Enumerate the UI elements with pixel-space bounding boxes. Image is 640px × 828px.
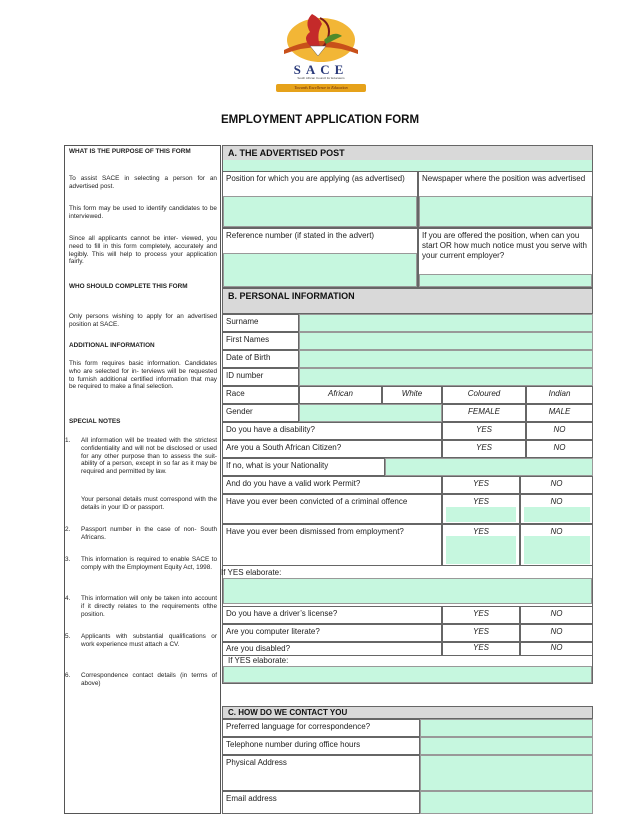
id-label-cell [222, 368, 299, 386]
license-no-text: NO [550, 609, 563, 618]
note-number: 6. [65, 672, 71, 679]
note-text: All information will be treated with the strictest confidentiality and will not be disclosed or used for any other purpose than to assess the suit- ability of a person, except in so far as it may be required and permitted by law. [81, 437, 217, 476]
nationality-label: If no, what is your Nationality [226, 461, 329, 470]
dob-label-cell [222, 350, 299, 368]
surname-input[interactable] [299, 314, 593, 332]
permit-no-text: NO [550, 479, 563, 488]
start-label: If you are offered the position, when can you start OR how much notice must you serve with your current employer? [422, 231, 587, 260]
language-label: Preferred language for correspondence? [226, 722, 371, 731]
first-names-label-cell [222, 332, 299, 350]
race-african-text: African [328, 389, 353, 398]
purpose-text-3: Since all applicants cannot be inter- viewed, you need to fill in this form completely, accurately and legibly. This will help to process your application fairly. [69, 235, 217, 266]
position-label: Position for which you are applying (as advertised) [226, 174, 405, 183]
convicted-cell [222, 494, 442, 524]
race-label-cell [222, 386, 299, 404]
phone-cell [222, 737, 420, 755]
dismissed-label: Have you ever been dismissed from employment? [226, 527, 404, 536]
permit-label: And do you have a valid work Permit? [226, 479, 361, 488]
dismissed-no-text: NO [550, 527, 563, 536]
language-cell [222, 719, 420, 737]
elaborate-2-input[interactable] [223, 666, 592, 683]
permit-yes-text: YES [472, 479, 489, 488]
note-number: 1. [65, 437, 71, 444]
convicted-yes-text: YES [472, 497, 489, 506]
note-number: 4. [65, 595, 71, 602]
additional-text: This form requires basic information. Candidates who are selected for in- terviews will be requested to furnish additional certified information that may be required to make a final selection. [69, 360, 217, 391]
disability-yes-text: YES [475, 425, 492, 434]
elaborate-2-label: If YES elaborate: [228, 656, 289, 665]
logo-name: SACE [293, 62, 349, 77]
race-indian-text: Indian [548, 389, 571, 398]
race-white-text: White [401, 389, 423, 398]
convicted-label: Have you ever been convicted of a criminal offence [226, 497, 408, 506]
email-label: Email address [226, 794, 277, 803]
disability-label: Do you have a disability? [226, 425, 315, 434]
who-heading: WHO SHOULD COMPLETE THIS FORM [69, 283, 188, 290]
purpose-text-2: This form may be used to identify candidates to be interviewed. [69, 205, 217, 220]
note-text: This information will only be taken into account if it directly relates to the requirements ofthe position. [81, 595, 217, 618]
section-c-heading [222, 706, 593, 719]
logo-tagline: Towards Excellence in Education [276, 84, 366, 92]
id-label: ID number [226, 371, 264, 380]
address-label: Physical Address [226, 758, 287, 767]
note-text: This information is required to enable SACE to comply with the Employment Equity Act, 1998. [81, 556, 217, 571]
position-input[interactable] [223, 196, 417, 227]
nationality-input[interactable] [385, 458, 593, 476]
note-text: Correspondence contact details (in terms of above) [81, 672, 217, 687]
phone-input[interactable] [420, 737, 593, 755]
dob-label: Date of Birth [226, 353, 271, 362]
start-input[interactable] [419, 274, 592, 287]
citizen-label: Are you a South African Citizen? [226, 443, 342, 452]
disabled-no-text: NO [550, 643, 563, 652]
who-text: Only persons wishing to apply for an advertised position at SACE. [69, 313, 217, 328]
gender-male-text: MALE [548, 407, 571, 416]
first-names-label: First Names [226, 335, 270, 344]
race-coloured-text: Coloured [467, 389, 501, 398]
note-text: Your personal details must correspond with the details in your ID or passport. [81, 496, 217, 511]
license-label: Do you have a driver’s license? [226, 609, 338, 618]
gender-label: Gender [226, 407, 253, 416]
section-a-fill [223, 160, 592, 171]
phone-label: Telephone number during office hours [226, 740, 361, 749]
gender-label-cell [222, 404, 299, 422]
email-cell [222, 791, 420, 814]
note-text: Applicants with substantial qualifications or work experience must attach a CV. [81, 633, 217, 648]
id-input[interactable] [299, 368, 593, 386]
disabled-yes-text: YES [472, 643, 489, 652]
newspaper-input[interactable] [419, 196, 592, 227]
section-a-title: A. THE ADVERTISED POST [228, 148, 345, 158]
notes-heading: SPECIAL NOTES [69, 418, 121, 425]
license-cell [222, 606, 442, 624]
dismissed-no-fill [524, 536, 590, 564]
convicted-no-fill [524, 507, 590, 522]
purpose-text-1: To assist SACE in selecting a person for an advertised post. [69, 175, 217, 190]
section-b-bottom-border [222, 683, 593, 684]
dismissed-yes-text: YES [472, 527, 489, 536]
language-input[interactable] [420, 719, 593, 737]
citizen-cell [222, 440, 442, 458]
license-yes-text: YES [472, 609, 489, 618]
computer-yes-text: YES [472, 627, 489, 636]
disability-no-text: NO [553, 425, 566, 434]
reference-input[interactable] [223, 253, 417, 287]
gender-fill [299, 404, 442, 422]
convicted-yes-fill [446, 507, 516, 522]
gender-female-text: FEMALE [467, 407, 500, 416]
note-text: Passport number in the case of non- South Africans. [81, 526, 217, 541]
citizen-no-text: NO [553, 443, 566, 452]
computer-no-text: NO [550, 627, 563, 636]
convicted-no-text: NO [550, 497, 563, 506]
surname-label-cell [222, 314, 299, 332]
permit-cell [222, 476, 442, 494]
page-title: EMPLOYMENT APPLICATION FORM [220, 114, 420, 126]
computer-cell [222, 624, 442, 642]
email-input[interactable] [420, 791, 593, 814]
section-b-title: B. PERSONAL INFORMATION [228, 291, 355, 301]
note-number: 2. [65, 526, 71, 533]
purpose-heading: WHAT IS THE PURPOSE OF THIS FORM [69, 148, 191, 155]
disabled-cell [222, 642, 442, 656]
address-cell [222, 755, 420, 791]
race-label: Race [226, 389, 245, 398]
reference-label: Reference number (if stated in the advert) [226, 231, 375, 240]
first-names-input[interactable] [299, 332, 593, 350]
dismissed-yes-fill [446, 536, 516, 564]
logo-subtitle: South African Council for Educators [297, 76, 345, 80]
disabled-label: Are you disabled? [226, 644, 291, 653]
section-c-title: C. HOW DO WE CONTACT YOU [228, 708, 348, 717]
additional-heading: ADDITIONAL INFORMATION [69, 342, 155, 349]
dismissed-cell [222, 524, 442, 566]
note-number: 3. [65, 556, 71, 563]
surname-label: Surname [226, 317, 259, 326]
nationality-cell [222, 458, 385, 476]
elaborate-1-label: If YES elaborate: [221, 568, 282, 577]
citizen-yes-text: YES [475, 443, 492, 452]
elaborate-1-input[interactable] [223, 578, 592, 604]
note-number: 5. [65, 633, 71, 640]
section-b-heading [222, 288, 593, 314]
newspaper-label: Newspaper where the position was advertised [422, 174, 586, 183]
dob-input[interactable] [299, 350, 593, 368]
computer-label: Are you computer literate? [226, 627, 320, 636]
sace-logo-emblem [276, 10, 366, 64]
disability-cell [222, 422, 442, 440]
address-input[interactable] [420, 755, 593, 791]
